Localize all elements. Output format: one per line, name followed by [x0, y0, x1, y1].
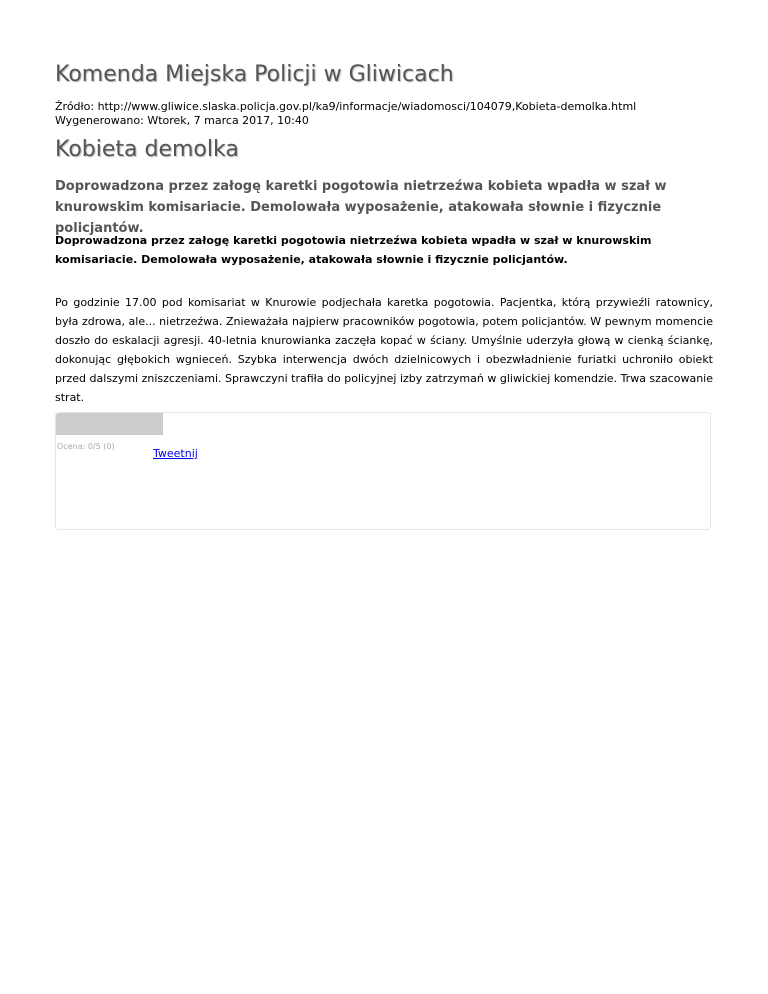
- tweet-link[interactable]: Tweetnij: [153, 447, 198, 460]
- rating-box: [55, 412, 711, 530]
- article-lead-bold: Doprowadzona przez załogę karetki pogotowia nietrzeźwa kobieta wpadła w szał w knurowskim komisariacie. Demolowała wyposażenie, atakowała słownie i fizycznie policjantów.: [55, 234, 652, 266]
- rating-stars-bar[interactable]: [56, 413, 163, 435]
- article-lead: Doprowadzona przez załogę karetki pogotowia nietrzeźwa kobieta wpadła w szał w knurowskim komisariacie. Demolowała wyposażenie, atakowała słownie i fizycznie policjantów.: [55, 179, 667, 236]
- article-title: Kobieta demolka: [55, 137, 239, 162]
- site-title: Komenda Miejska Policji w Gliwicach: [55, 62, 454, 87]
- rating-label: Ocena: 0/5 (0): [57, 442, 115, 451]
- source-line: Źródło: http://www.gliwice.slaska.policja.gov.pl/ka9/informacje/wiadomosci/104079,Kobieta-demolka.html: [55, 100, 637, 113]
- generated-line: Wygenerowano: Wtorek, 7 marca 2017, 10:40: [55, 114, 309, 127]
- meta-info: [55, 100, 636, 128]
- article-body: Po godzinie 17.00 pod komisariat w Knurowie podjechała karetka pogotowia. Pacjentka, którą przywieźli ratownicy, była zdrowa, ale... nietrzeźwa. Znieważała najpierw pracowników pogotowia, potem policjantów. W pewnym momencie doszło do eskalacji agresji. 40-letnia knurowianka zaczęła kopać w ściany. Umyślnie uderzyła głową w cienką ściankę, dokonując głębokich wgnieceń. Szybka interwencja dwóch dzielnicowych i obezwładnienie furiatki uchroniło obiekt przed dalszymi zniszczeniami. Sprawczyni trafiła do policyjnej izby zatrzymań w gliwickiej komendzie. Trwa szacowanie strat.: [55, 296, 713, 404]
